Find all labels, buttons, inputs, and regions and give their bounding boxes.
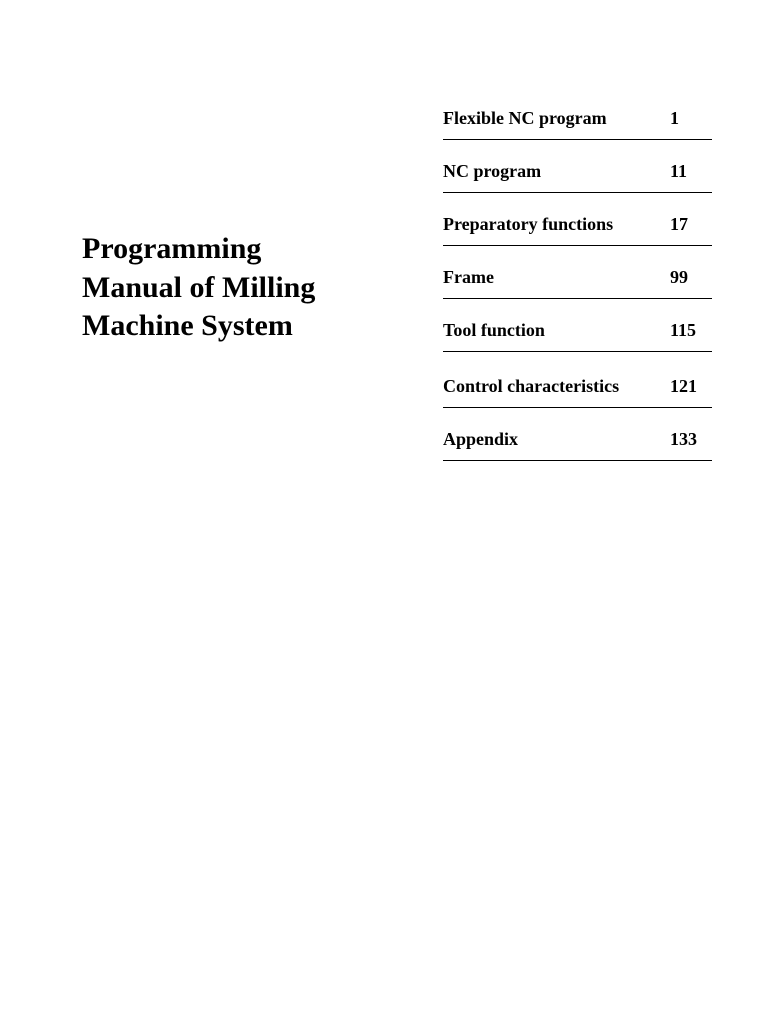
toc-entry-nc-program[interactable] bbox=[443, 140, 712, 193]
toc-entry-label: Tool function bbox=[443, 320, 545, 340]
title-line: Programming bbox=[82, 232, 262, 265]
table-of-contents bbox=[443, 100, 712, 461]
toc-entry-preparatory-functions[interactable] bbox=[443, 193, 712, 246]
toc-entry-page: 11 bbox=[670, 161, 688, 181]
toc-entry-flexible-nc-program[interactable] bbox=[443, 100, 712, 140]
toc-entry-page: 121 bbox=[670, 376, 697, 396]
toc-entry-page: 133 bbox=[670, 429, 697, 449]
toc-entry-label: Appendix bbox=[443, 429, 519, 449]
toc-entry-page: 115 bbox=[670, 320, 697, 340]
toc-entry-page: 17 bbox=[670, 214, 688, 234]
toc-entry-frame[interactable] bbox=[443, 246, 712, 299]
toc-entry-label: NC program bbox=[443, 161, 542, 181]
title-line: Manual of Milling bbox=[82, 270, 316, 304]
toc-entry-label: Preparatory functions bbox=[443, 214, 614, 234]
toc-entry-label: Control characteristics bbox=[443, 376, 620, 396]
toc-entry-tool-function[interactable] bbox=[443, 299, 712, 352]
toc-entry-label: Flexible NC program bbox=[443, 108, 607, 128]
toc-entry-page: 99 bbox=[670, 267, 688, 287]
page-title bbox=[82, 230, 402, 346]
title-line: Machine System bbox=[82, 309, 293, 342]
toc-entry-appendix[interactable] bbox=[443, 408, 712, 461]
toc-entry-control-characteristics[interactable] bbox=[443, 352, 712, 408]
toc-entry-label: Frame bbox=[443, 267, 494, 287]
toc-entry-page: 1 bbox=[670, 108, 679, 128]
